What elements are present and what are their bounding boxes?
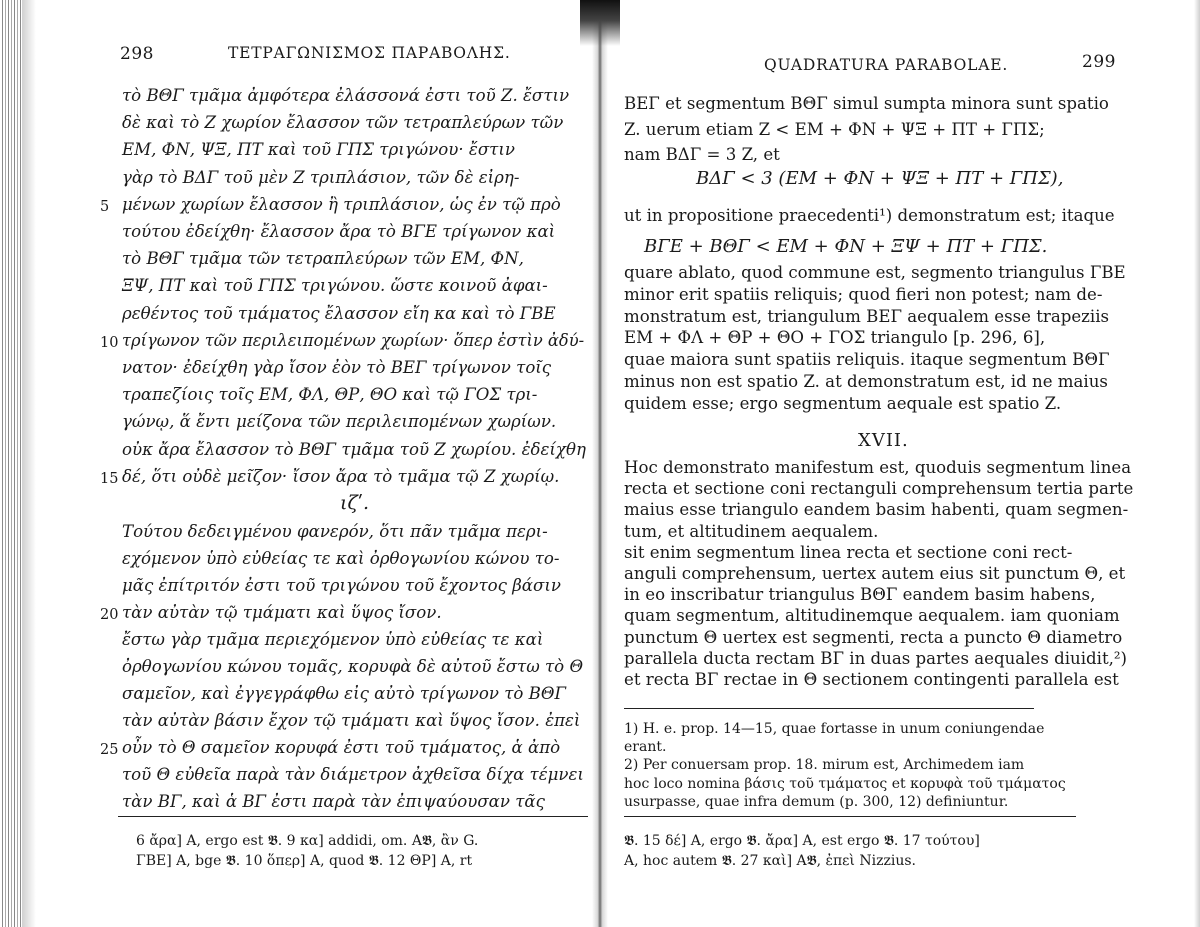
text-line: Hoc demonstrato manifestum est, quoduis segmentum linea <box>624 458 1132 477</box>
text-line: 𝕭. 15 δέ] A, ergo 𝕭. ἄρα] A, est ergo 𝕭. 17 τούτου] <box>624 833 980 849</box>
text-line: quidem esse; ergo segmentum aequale est spatio Z. <box>624 393 1062 413</box>
book-gutter <box>592 0 608 927</box>
line-number: 25 <box>100 742 119 758</box>
text-line: νατον· ἐδείχθη γὰρ ἴσον ἐὸν τὸ ΒΕΓ τρίγωνον τοῖς <box>122 358 552 377</box>
text-line: nam ΒΔΓ = 3 Z, et <box>624 145 780 164</box>
text-line: in eo inscribatur triangulus ΒΘΓ eandem basim habens, <box>624 585 1096 605</box>
text-line: τὸ ΒΘΓ τμᾶμα τῶν τετραπλεύρων τῶν ΕΜ, ΦΝ, <box>122 249 524 269</box>
text-line: τραπεζίοις τοῖς ΕΜ, ΦΛ, ΘΡ, ΘΟ καὶ τῷ ΓΟΣ τρι- <box>122 385 538 405</box>
text-line: monstratum est, triangulum ΒΕΓ aequalem esse trapeziis <box>624 306 1110 326</box>
line-number: 5 <box>100 198 110 215</box>
text-line: usurpasse, quae infra demum (p. 300, 12) definiuntur. <box>624 793 1009 810</box>
right-after-formula: ut in propositione praecedenti¹) demonstratum est; itaque <box>624 206 1115 225</box>
text-line: τοῦ Θ εὐθεῖα παρὰ τὰν διάμετρον ἀχθεῖσα δίχα τέμνει <box>122 765 584 784</box>
left-page <box>0 0 592 927</box>
left-running-head: ΤΕΤΡΑΓΩΝΙΣΜΟΣ ΠΑΡΑΒΟΛΗΣ. <box>228 44 511 62</box>
text-line: tum, et altitudinem aequalem. <box>624 521 879 541</box>
text-line: punctum Θ uertex est segmenti, recta a puncto Θ diametro <box>624 627 1123 647</box>
text-line: δέ, ὅτι οὐδὲ μεῖζον· ἴσον ἄρα τὸ τμᾶμα τῷ Ζ χωρίῳ. <box>122 466 560 486</box>
text-line: anguli comprehensum, uertex autem eius sit punctum Θ, et <box>624 564 1126 583</box>
text-line: οὐκ ἄρα ἔλασσον τὸ ΒΘΓ τμᾶμα τοῦ Ζ χωρίου. ἐδείχθη <box>122 439 586 459</box>
text-line: quare ablato, quod commune est, segmento triangulus ΓΒΕ <box>624 263 1126 282</box>
left-apparatus-rule <box>118 816 588 817</box>
text-line: μένων χωρίων ἔλασσον ἢ τριπλάσιον, ὡς ἐν τῷ πρὸ <box>122 194 561 214</box>
text-line: quam segmentum, altitudinemque aequalem. iam quoniam <box>624 606 1120 626</box>
text-line: hoc loco nomina βάσις τοῦ τμάματος et κορυφὰ τοῦ τμάματος <box>624 775 1066 792</box>
right-running-head: QUADRATURA PARABOLAE. <box>764 56 1009 74</box>
text-line: τούτου ἐδείχθη· ἔλασσον ἄρα τὸ ΒΓΕ τρίγωνον καὶ <box>122 222 556 241</box>
text-line: maius esse triangulo eandem basim habenti, quam segmen- <box>624 500 1129 520</box>
left-section-heading: ιζʹ. <box>340 492 370 514</box>
text-line: ΓΒΕ] A, bge 𝕭. 10 ὅπερ] A, quod 𝕭. 12 ΘΡ] A, rt <box>136 853 473 869</box>
text-line: οὖν τὸ Θ σαμεῖον κορυφά ἐστι τοῦ τμάματος, ἁ ἀπὸ <box>122 738 561 757</box>
right-formula-2: ΒΓΕ + ΒΘΓ < ΕΜ + ΦΝ + ΞΨ + ΠΤ + ΓΠΣ. <box>644 236 1048 257</box>
text-line: τὰν αὐτὰν βάσιν ἔχον τῷ τμάματι καὶ ὕψος ἴσον. ἐπεὶ <box>122 711 581 730</box>
text-line: 6 ἄρα] A, ergo est 𝕭. 9 κα] addidi, om. A𝕭, ἂν G. <box>136 833 479 849</box>
right-apparatus-rule <box>624 816 1076 817</box>
line-number: 10 <box>100 334 119 351</box>
line-number: 20 <box>100 607 119 623</box>
text-line: Z. uerum etiam Z < ΕΜ + ΦΝ + ΨΞ + ΠΤ + ΓΠΣ; <box>624 119 1045 139</box>
text-line: τὰν αὐτὰν τῷ τμάματι καὶ ὕψος ἴσον. <box>122 603 442 622</box>
text-line: parallela ducta rectam ΒΓ in duas partes aequales diuidit,²) <box>624 648 1128 668</box>
text-line: γὰρ τὸ ΒΔΓ τοῦ μὲν Ζ τριπλάσιον, τῶν δὲ εἰρη- <box>122 167 520 187</box>
text-line: recta et sectione coni rectanguli comprehensum tertia parte <box>624 479 1134 499</box>
text-line: erant. <box>624 739 667 756</box>
text-line: Τούτου δεδειγμένου φανερόν, ὅτι πᾶν τμᾶμα περι- <box>122 522 548 541</box>
text-line: et recta ΒΓ rectae in Θ sectionem contingenti parallela est <box>624 670 1119 689</box>
text-line: μᾶς ἐπίτριτόν ἐστι τοῦ τριγώνου τοῦ ἔχοντος βάσιν <box>122 576 561 595</box>
text-line: εχόμενον ὑπὸ εὐθείας τε καὶ ὀρθογωνίου κώνου το- <box>122 549 560 568</box>
text-line: τὰν ΒΓ, καὶ ἁ ΒΓ ἐστι παρὰ τὰν ἐπιψαύουσαν τᾶς <box>122 792 545 811</box>
right-page-number: 299 <box>1082 52 1116 72</box>
text-line: quae maiora sunt spatiis reliquis. itaque segmentum ΒΘΓ <box>624 350 1110 370</box>
text-line: ΒΕΓ et segmentum ΒΘΓ simul sumpta minora sunt spatio <box>624 94 1109 113</box>
text-line: minor erit spatiis reliquis; quod fieri non potest; nam de- <box>624 284 1103 304</box>
text-line: γώνῳ, ἅ ἔντι μείζονα τῶν περιλειπομένων χωρίων. <box>122 412 557 432</box>
text-line: 1) H. e. prop. 14—15, quae fortasse in unum coniungendae <box>624 721 1045 737</box>
text-line: sit enim segmentum linea recta et sectione coni rect- <box>624 542 1073 562</box>
text-line: minus non est spatio Z. at demonstratum est, id ne maius <box>624 372 1108 391</box>
right-section-heading: XVII. <box>858 430 909 451</box>
text-line: τὸ ΒΘΓ τμᾶμα ἀμφότερα ἐλάσσονά ἐστι τοῦ Ζ. ἔστιν <box>122 86 570 105</box>
text-line: ΞΨ, ΠΤ καὶ τοῦ ΓΠΣ τριγώνου. ὥστε κοινοῦ ἀφαι- <box>122 276 548 296</box>
text-line: ὀρθογωνίου κώνου τομᾶς, κορυφὰ δὲ αὐτοῦ ἔστω τὸ Θ <box>122 657 584 676</box>
left-page-number: 298 <box>120 44 154 64</box>
right-formula-1: ΒΔΓ < 3 (ΕΜ + ΦΝ + ΨΞ + ΠΤ + ΓΠΣ), <box>696 168 1064 189</box>
text-line: δὲ καὶ τὸ Ζ χωρίον ἔλασσον τῶν τετραπλεύρων τῶν <box>122 113 564 133</box>
line-number: 15 <box>100 470 119 487</box>
text-line: ρεθέντος τοῦ τμάματος ἔλασσον εἴη κα καὶ τὸ ΓΒΕ <box>122 303 556 323</box>
right-footnote-rule <box>624 708 1034 709</box>
text-line: σαμεῖον, καὶ ἐγγεγράφθω εἰς αὐτὸ τρίγωνον τὸ ΒΘΓ <box>122 684 566 703</box>
text-line: τρίγωνον τῶν περιλειπομένων χωρίων· ὅπερ ἐστὶν ἀδύ- <box>122 330 585 350</box>
text-line: ΕΜ, ΦΝ, ΨΞ, ΠΤ καὶ τοῦ ΓΠΣ τριγώνου· ἔστιν <box>122 140 515 160</box>
text-line: ἔστω γὰρ τμᾶμα περιεχόμενον ὑπὸ εὐθείας τε καὶ <box>122 630 544 649</box>
text-line: 2) Per conuersam prop. 18. mirum est, Archimedem iam <box>624 757 1025 774</box>
right-page <box>608 0 1200 927</box>
text-line: A, hoc autem 𝕭. 27 καὶ] A𝕭, ἐπεὶ Nizzius. <box>624 853 916 869</box>
text-line: ΕΜ + ΦΛ + ΘΡ + ΘΟ + ΓΟΣ triangulo [p. 296, 6], <box>624 328 1046 348</box>
